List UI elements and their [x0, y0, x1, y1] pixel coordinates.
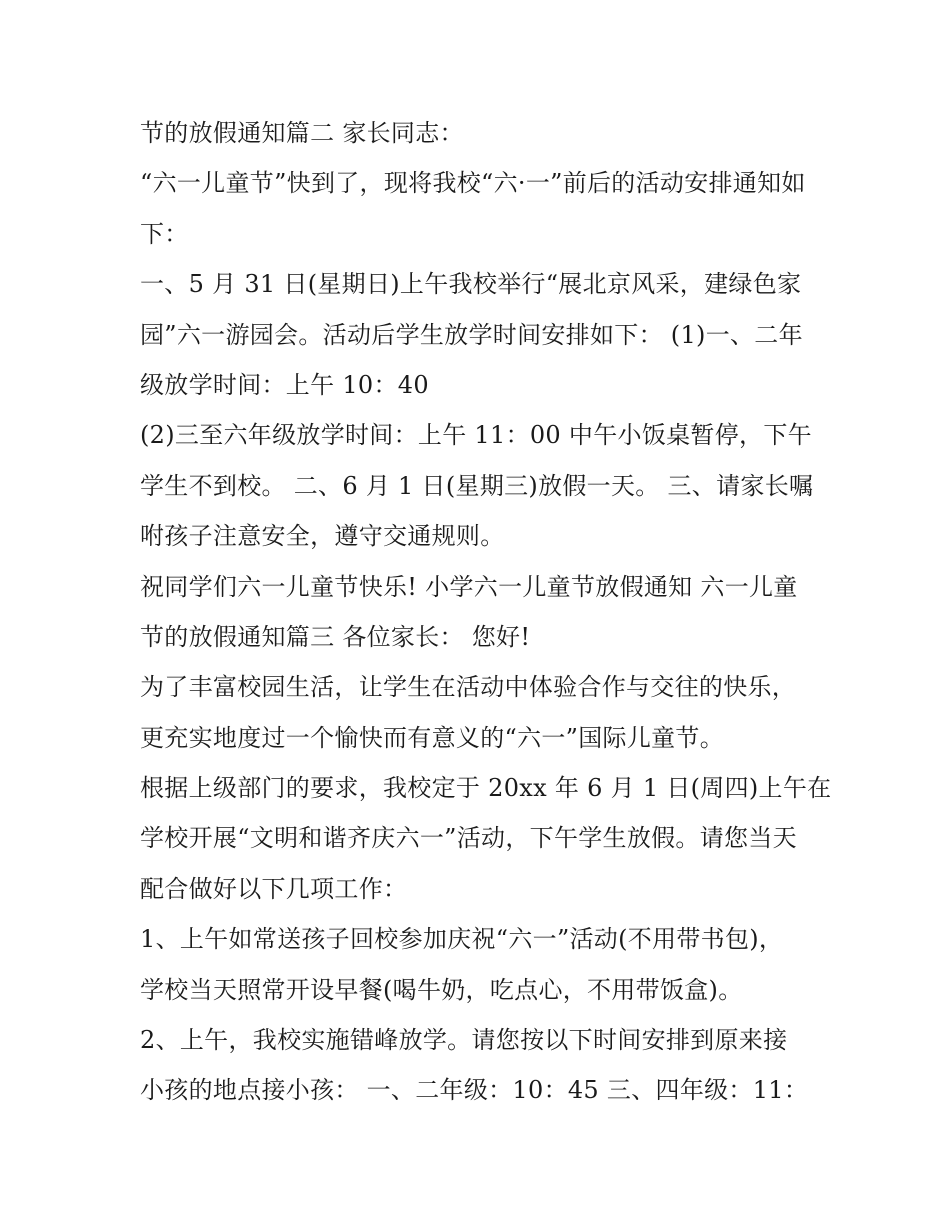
text-line: 学生不到校。 二、6 月 1 日(星期三)放假一天。 三、请家长嘱	[140, 471, 814, 500]
text-line: 一、5 月 31 日(星期日)上午我校举行“展北京风采，建绿色家	[140, 270, 802, 299]
text-line: 节的放假通知篇二 家长同志：	[140, 119, 464, 147]
document-body	[140, 108, 830, 1116]
text-line: 园”六一游园会。活动后学生放学时间安排如下： (1)一、二年	[140, 320, 803, 349]
text-line: 根据上级部门的要求，我校定于 20xx 年 6 月 1 日(周四)上午在	[140, 774, 832, 803]
text-line: 级放学时间：上午 10：40	[140, 370, 429, 399]
text-line: (2)三至六年级放学时间：上午 11：00 中午小饭桌暂停，下午	[140, 421, 812, 450]
text-line: 学校当天照常开设早餐(喝牛奶，吃点心，不用带饭盒)。	[140, 975, 743, 1004]
text-line: 配合做好以下几项工作：	[140, 874, 408, 903]
text-line: 学校开展“文明和谐齐庆六一”活动，下午学生放假。请您当天	[140, 824, 797, 853]
text-line: 咐孩子注意安全，遵守交通规则。	[140, 522, 505, 551]
text-line: 2、上午，我校实施错峰放学。请您按以下时间安排到原来接	[140, 1026, 788, 1055]
text-line: 更充实地度过一个愉快而有意义的“六一”国际儿童节。	[140, 723, 725, 752]
text-line: 小孩的地点接小孩： 一、二年级：10：45 三、四年级：11：	[140, 1076, 809, 1105]
text-line: “六一儿童节”快到了，现将我校“六·一”前后的活动安排通知如	[140, 169, 806, 198]
text-line: 1、上午如常送孩子回校参加庆祝“六一”活动(不用带书包)，	[140, 925, 784, 954]
text-line: 祝同学们六一儿童节快乐! 小学六一儿童节放假通知 六一儿童	[140, 572, 798, 601]
text-line: 节的放假通知篇三 各位家长： 您好!	[140, 622, 531, 651]
text-line: 为了丰富校园生活，让学生在活动中体验合作与交往的快乐，	[140, 673, 797, 702]
text-line: 下：	[140, 219, 189, 248]
